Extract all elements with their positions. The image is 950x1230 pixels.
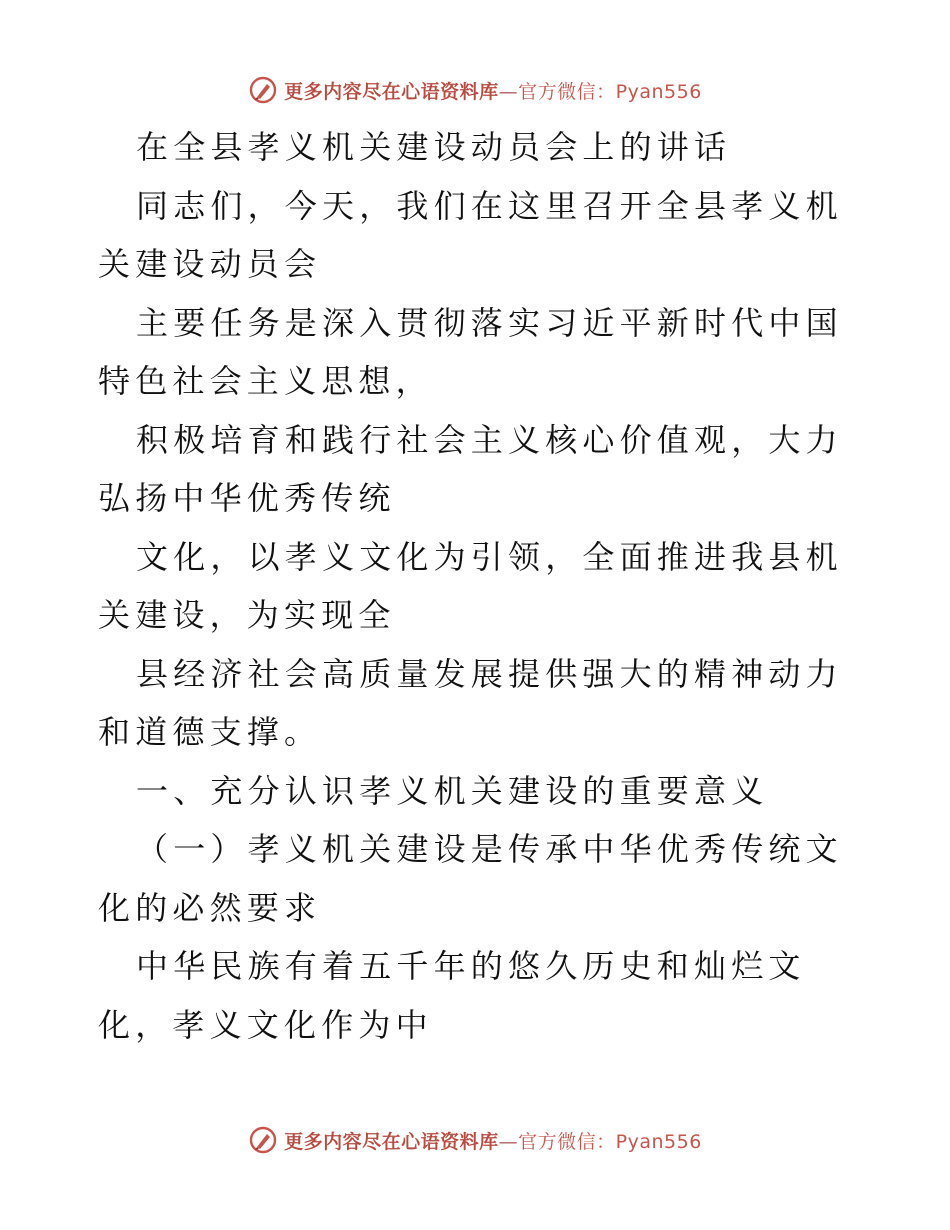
watermark-brand: 更多内容尽在心语资料库: [284, 80, 499, 103]
footer-watermark: [0, 1122, 950, 1158]
paragraph-4: 文化，以孝义文化为引领，全面推进我县机关建设，为实现全: [98, 537, 843, 634]
watermark-separator: —: [498, 80, 519, 103]
paragraph-2: 主要任务是深入贯彻落实习近平新时代中国特色社会主义思想，: [98, 303, 843, 400]
watermark-separator: —: [498, 1130, 519, 1153]
document-body: [98, 118, 858, 1054]
watermark-contact: 官方微信：Pyan556: [518, 80, 702, 103]
document-title: 在全县孝义机关建设动员会上的讲话: [136, 128, 732, 166]
paragraph-3: 积极培育和践行社会主义核心价值观，大力弘扬中华优秀传统: [98, 420, 843, 517]
header-watermark: [0, 72, 950, 108]
subsection-heading-1: （一）孝义机关建设是传承中华优秀传统文化的必然要求: [98, 830, 843, 927]
section-heading-1: 一、充分认识孝义机关建设的重要意义: [136, 771, 769, 810]
watermark-contact: 官方微信：Pyan556: [518, 1130, 702, 1153]
watermark-brand: 更多内容尽在心语资料库: [284, 1130, 499, 1153]
paragraph-1: 同志们，今天，我们在这里召开全县孝义机关建设动员会: [98, 186, 843, 283]
pen-nib-logo-icon: [248, 75, 278, 105]
pen-nib-logo-icon: [248, 1125, 278, 1155]
paragraph-5: 县经济社会高质量发展提供强大的精神动力和道德支撑。: [98, 654, 843, 751]
paragraph-6: 中华民族有着五千年的悠久历史和灿烂文化，孝义文化作为中: [98, 947, 806, 1044]
